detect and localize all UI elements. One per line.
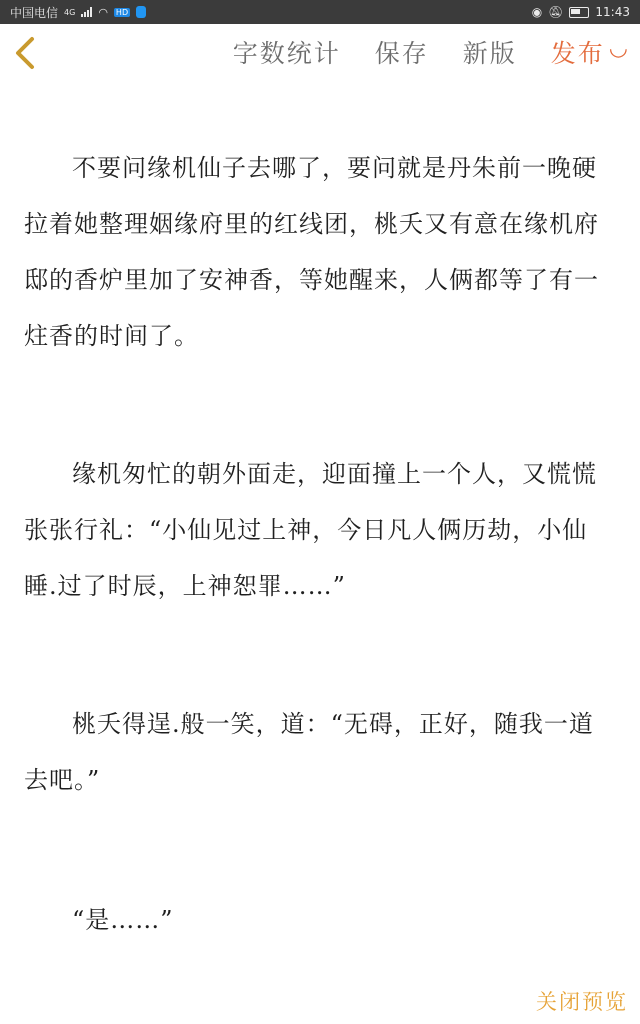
hd-badge-icon: HD bbox=[115, 7, 129, 17]
close-preview-button[interactable]: 关闭预览 bbox=[536, 990, 628, 1014]
back-button[interactable] bbox=[10, 36, 40, 70]
signal-icon bbox=[81, 7, 92, 17]
app-notification-icon bbox=[136, 6, 146, 18]
wifi-icon: ◠ bbox=[98, 5, 108, 19]
chevron-left-icon bbox=[12, 36, 38, 70]
clock: 11:43 bbox=[595, 5, 630, 19]
paragraph: “是……” bbox=[72, 906, 174, 934]
paragraph: 不要问缘机仙子去哪了，要问就是丹朱前一晚硬拉着她整理姻缘府里的红线团，桃夭又有意在缘机府邸的香炉里加了安神香，等她醒来，人俩都等了有一炷香的时间了。 bbox=[24, 154, 599, 350]
status-bar bbox=[0, 0, 640, 24]
new-version-button[interactable]: 新版 bbox=[462, 39, 517, 68]
smile-icon: ◡ bbox=[608, 35, 628, 61]
mute-icon: 🔕︎ bbox=[548, 5, 564, 19]
word-count-button[interactable]: 字数统计 bbox=[232, 39, 341, 68]
publish-button[interactable]: 发布 bbox=[550, 39, 605, 68]
network-type-label: 4G bbox=[64, 7, 76, 17]
preview-content bbox=[24, 140, 616, 948]
battery-icon bbox=[569, 7, 589, 18]
paragraph: 桃夭得逞.般一笑，道：“无碍，正好，随我一道去吧。” bbox=[24, 710, 594, 794]
carrier-label: 中国电信 bbox=[10, 5, 59, 20]
editor-toolbar bbox=[0, 24, 640, 80]
eye-icon: ◉ bbox=[531, 5, 543, 19]
paragraph: 缘机匆忙的朝外面走，迎面撞上一个人，又慌慌张张行礼：“小仙见过上神，今日凡人俩历劫，小仙睡.过了时辰，上神恕罪……” bbox=[24, 460, 597, 600]
save-button[interactable]: 保存 bbox=[374, 39, 429, 68]
